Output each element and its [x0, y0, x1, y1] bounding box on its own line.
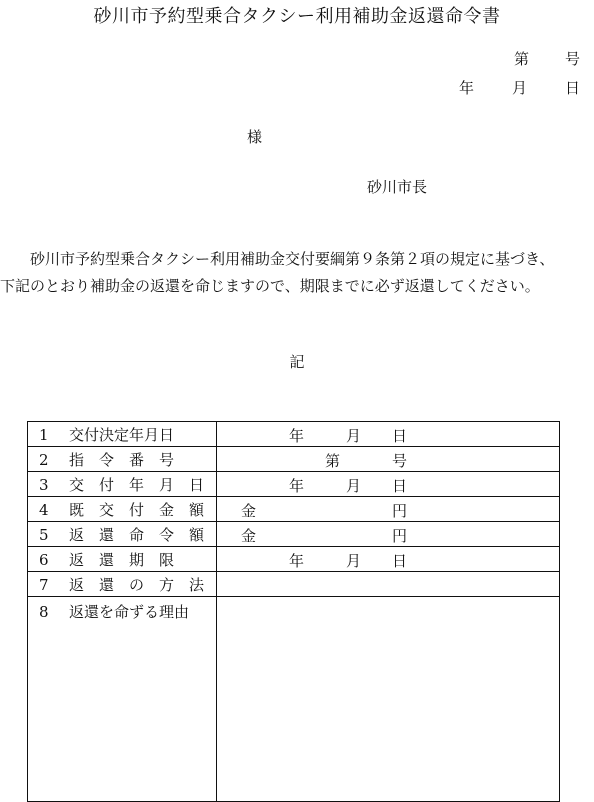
row-number: 2 — [39, 450, 49, 469]
value-yen: 円 — [392, 527, 408, 545]
row-value-cell[interactable] — [217, 597, 560, 802]
table-row — [28, 547, 560, 572]
value-year: 年 — [289, 552, 305, 570]
row-number: 5 — [39, 525, 49, 544]
row-label: 返 還 期 限 — [69, 550, 175, 569]
details-table — [27, 421, 560, 802]
row-value-cell[interactable] — [217, 447, 560, 472]
value-go: 号 — [392, 452, 408, 470]
row-label: 返還を命ずる理由 — [69, 603, 190, 621]
value-kin: 金 — [241, 527, 257, 545]
document-title: 砂川市予約型乗合タクシー利用補助金返還命令書 — [93, 6, 501, 27]
table-row — [28, 472, 560, 497]
body-line-1: 砂川市予約型乗合タクシー利用補助金交付要綱第９条第２項の規定に基づき、 — [30, 250, 555, 268]
body-paragraph — [0, 246, 594, 300]
row-value-cell[interactable] — [217, 572, 560, 597]
record-heading: 記 — [289, 353, 305, 371]
row-label-cell — [28, 597, 217, 802]
row-label-cell — [28, 547, 217, 572]
table-row — [28, 572, 560, 597]
row-value-cell[interactable] — [217, 497, 560, 522]
value-yen: 円 — [392, 502, 408, 520]
row-label: 返 還 の 方 法 — [69, 575, 205, 594]
document-date-line — [459, 77, 580, 98]
table-row — [28, 522, 560, 547]
date-year: 年 — [458, 79, 474, 97]
row-label-cell — [28, 472, 217, 497]
number-dai: 第 — [513, 50, 529, 68]
row-value-cell[interactable] — [217, 422, 560, 447]
value-day: 日 — [392, 552, 408, 570]
row-label: 返 還 命 令 額 — [69, 525, 205, 544]
row-label-cell — [28, 572, 217, 597]
row-label: 指 令 番 号 — [69, 450, 175, 469]
row-number: 8 — [39, 603, 49, 621]
body-line-2: 下記のとおり補助金の返還を命じますので、期限までに必ず返還してください。 — [0, 277, 540, 295]
value-day: 日 — [392, 477, 408, 495]
value-kin: 金 — [241, 502, 257, 520]
table-row — [28, 597, 560, 802]
date-day: 日 — [564, 79, 580, 97]
row-number: 1 — [39, 425, 49, 444]
value-dai: 第 — [325, 452, 341, 470]
row-label-cell — [28, 522, 217, 547]
value-month: 月 — [346, 477, 362, 495]
row-number: 3 — [39, 475, 49, 494]
row-label-cell — [28, 422, 217, 447]
value-year: 年 — [289, 427, 305, 445]
row-number: 7 — [39, 575, 49, 594]
table-row — [28, 497, 560, 522]
row-label: 既 交 付 金 額 — [69, 500, 205, 519]
row-label-cell — [28, 497, 217, 522]
table-row — [28, 422, 560, 447]
row-number: 4 — [39, 500, 49, 519]
date-month: 月 — [511, 79, 527, 97]
row-value-cell[interactable] — [217, 522, 560, 547]
row-label: 交 付 年 月 日 — [69, 475, 205, 494]
value-month: 月 — [346, 552, 362, 570]
value-month: 月 — [346, 427, 362, 445]
number-go: 号 — [564, 50, 580, 68]
document-number-line — [514, 48, 580, 69]
table-row — [28, 447, 560, 472]
value-day: 日 — [392, 427, 408, 445]
row-label-cell — [28, 447, 217, 472]
row-value-cell[interactable] — [217, 472, 560, 497]
issuer: 砂川市長 — [367, 178, 428, 196]
value-year: 年 — [289, 477, 305, 495]
addressee: 様 — [247, 128, 263, 146]
row-value-cell[interactable] — [217, 547, 560, 572]
row-label: 交付決定年月日 — [69, 425, 175, 444]
row-number: 6 — [39, 550, 49, 569]
